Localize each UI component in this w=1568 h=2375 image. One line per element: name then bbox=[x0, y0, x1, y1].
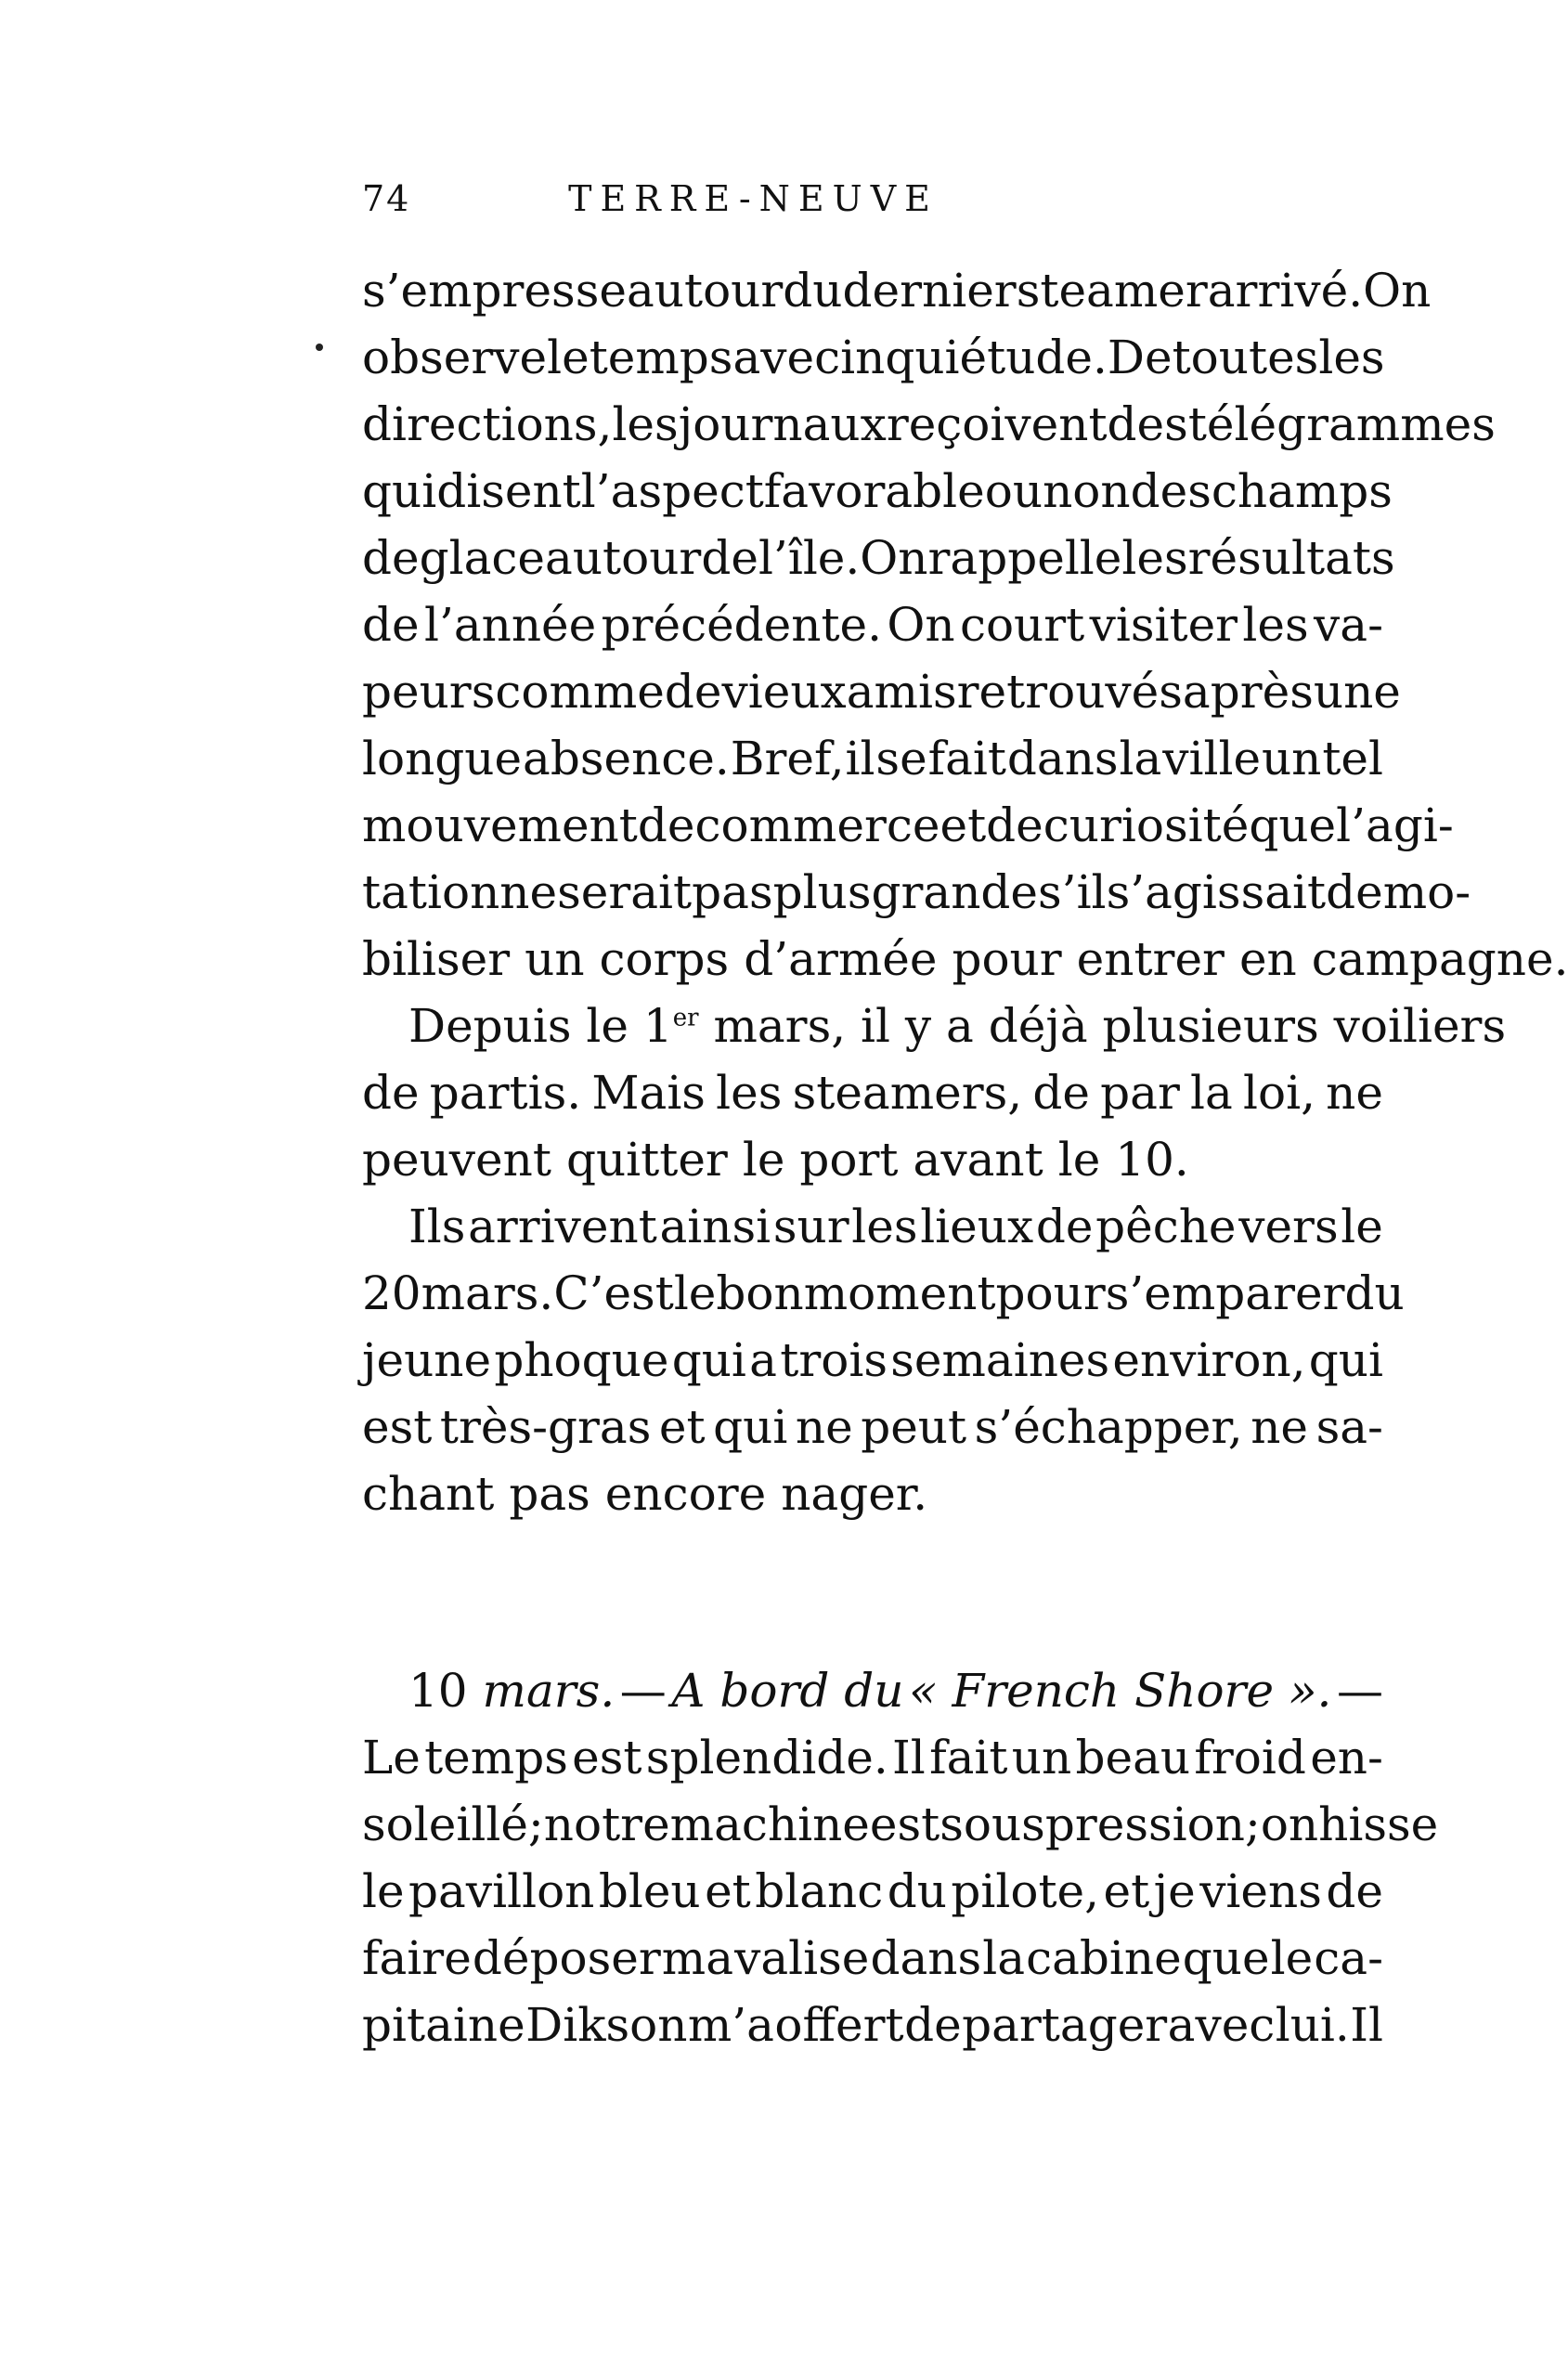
heading-ship: « French Shore ». bbox=[909, 1664, 1332, 1718]
text-line-with-superscript bbox=[362, 993, 1507, 1059]
text-line: peurs comme de vieux amis retrouvés après une bbox=[362, 665, 1401, 719]
text-line: de partis. Mais les steamers, de par la loi, ne bbox=[362, 1066, 1383, 1120]
text-line: mouvement de commerce et de curiosité que l’agi- bbox=[362, 798, 1454, 852]
date-month: mars. bbox=[482, 1664, 616, 1718]
text-line: observe le temps avec inquiétude. De toutes les bbox=[362, 331, 1385, 384]
date-number: 10 bbox=[408, 1664, 468, 1718]
text-line: faire déposer ma valise dans la cabine que le ca- bbox=[362, 1931, 1383, 1985]
paragraph bbox=[362, 1657, 1439, 2058]
paragraph bbox=[362, 1193, 1405, 1527]
text-line: longue absence. Bref, il se fait dans la ville un tel bbox=[362, 732, 1383, 785]
text-line: 20 mars. C’est le bon moment pour s’emparer du bbox=[362, 1266, 1405, 1320]
heading-dash: — bbox=[1337, 1664, 1383, 1718]
superscript: er bbox=[672, 1004, 699, 1032]
text-line: peuvent quitter le port avant le 10. bbox=[362, 1133, 1189, 1187]
heading-dash: — bbox=[619, 1664, 667, 1718]
running-title: TERRE-NEUVE bbox=[568, 178, 939, 219]
text-line: Le temps est splendide. Il fait un beau froid en- bbox=[362, 1731, 1383, 1784]
text-line: de glace autour de l’île. On rappelle les résultats bbox=[362, 531, 1395, 585]
text-line: Ils arrivent ainsi sur les lieux de pêche vers le bbox=[408, 1200, 1383, 1253]
text-line: tation ne serait pas plus grande s’il s’agissait de mo- bbox=[362, 865, 1471, 919]
text-line: directions, les journaux reçoivent des télégrammes bbox=[362, 397, 1496, 451]
text-line: biliser un corps d’armée pour entrer en campagne. bbox=[362, 932, 1568, 986]
text-line: pitaine Dikson m’a offert de partager avec lui. Il bbox=[362, 1998, 1383, 2052]
heading-date bbox=[408, 1657, 615, 1724]
body-text bbox=[362, 257, 1568, 2058]
paragraph bbox=[362, 257, 1568, 993]
page-number: 74 bbox=[362, 178, 411, 219]
text-span: Depuis le 1 bbox=[408, 999, 673, 1053]
text-line: est très-gras et qui ne peut s’échapper, ne sa- bbox=[362, 1400, 1383, 1454]
text-line: s’empresse autour du dernier steamer arrivé. On bbox=[362, 264, 1432, 318]
text-line: le pavillon bleu et blanc du pilote, et je viens de bbox=[362, 1864, 1383, 1918]
text-span: mars, il y a déjà plusieurs voiliers bbox=[698, 999, 1507, 1053]
heading-place: A bord du bbox=[671, 1664, 904, 1718]
text-line: de l’année précédente. On court visiter les va- bbox=[362, 598, 1383, 652]
text-line: chant pas encore nager. bbox=[362, 1467, 928, 1521]
section-gap bbox=[362, 1527, 1383, 1657]
entry-heading bbox=[362, 1657, 1383, 1724]
margin-dot bbox=[316, 344, 323, 351]
text-line: qui disent l’aspect favorable ou non des champs bbox=[362, 464, 1393, 518]
text-line: jeune phoque qui a trois semaines environ, qui bbox=[362, 1333, 1383, 1387]
text-line: soleillé ; notre machine est sous pression ; on hisse bbox=[362, 1797, 1439, 1851]
text-span bbox=[408, 993, 1506, 1059]
paragraph bbox=[362, 993, 1507, 1193]
